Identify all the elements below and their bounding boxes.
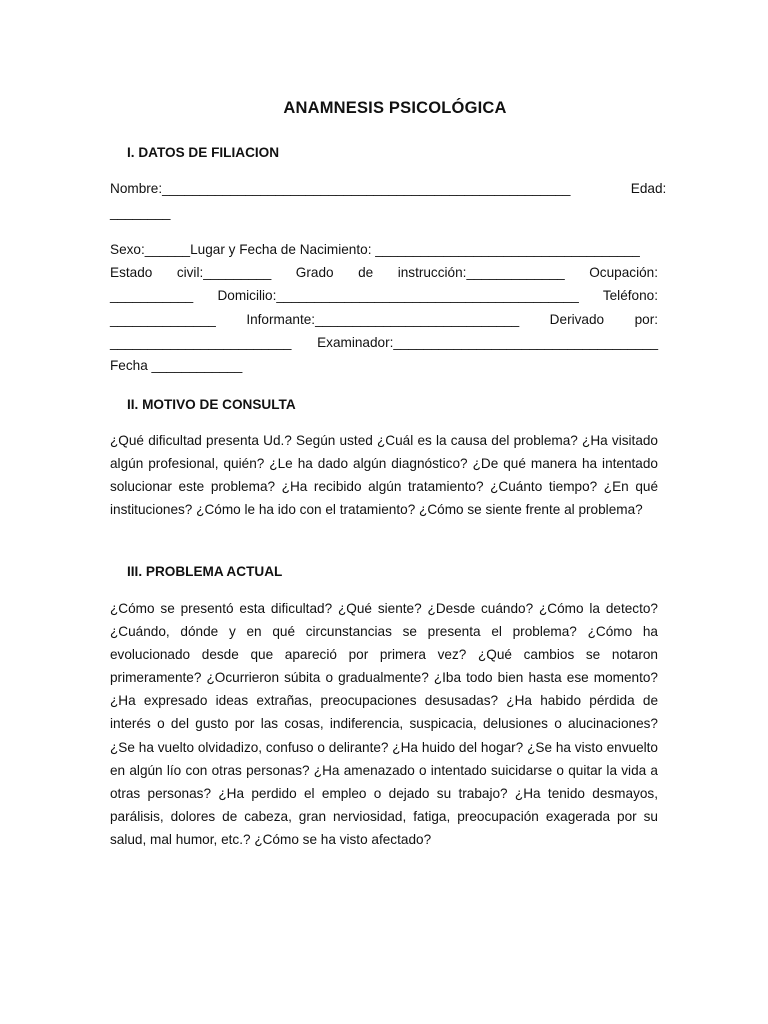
document-title: ANAMNESIS PSICOLÓGICA	[283, 99, 507, 117]
section-heading-motivo-de-consulta: II. MOTIVO DE CONSULTA	[127, 397, 296, 412]
paragraph-motivo-de-consulta: ¿Qué dificultad presenta Ud.? Según usted ¿Cuál es la causa del problema? ¿Ha visitado algún profesional, quién? ¿Le ha dado algún diagnóstico? ¿De qué manera ha intentado solucionar este problema? ¿Ha recibido algún tratamiento? ¿Cuánto tiempo? ¿En qué instituciones? ¿Cómo le ha ido con el tratamiento? ¿Cómo se siente frente al problema?	[110, 433, 658, 518]
form-line-informante: ______________ Informante:___________________________ Derivado por:	[110, 312, 658, 327]
form-line-estado-civil: Estado civil:_________ Grado de instrucción:_____________ Ocupación:	[110, 265, 658, 280]
form-line-domicilio: ___________ Domicilio:________________________________________ Teléfono:	[110, 288, 658, 303]
form-line-fecha: Fecha ____________	[110, 358, 243, 373]
form-line-nombre-edad: Nombre:______________________________________________________ Edad:	[110, 181, 667, 196]
form-line-edad-blank: ________	[110, 205, 171, 220]
section-heading-datos-de-filiacion: I. DATOS DE FILIACION	[127, 145, 280, 160]
form-line-examinador: ________________________ Examinador:___________________________________	[110, 335, 658, 350]
form-line-sexo-nacimiento: Sexo:______Lugar y Fecha de Nacimiento: ___________________________________	[110, 242, 640, 257]
section-heading-problema-actual: III. PROBLEMA ACTUAL	[127, 564, 283, 579]
paragraph-problema-actual: ¿Cómo se presentó esta dificultad? ¿Qué siente? ¿Desde cuándo? ¿Cómo la detecto? ¿Cuándo, dónde y en qué circunstancias se presenta el problema? ¿Cómo ha evolucionado desde que apareció por primera vez? ¿Qué cambios se notaron primeramente? ¿Ocurrieron súbita o gradualmente? ¿Iba todo bien hasta ese momento? ¿Ha expresado ideas extrañas, preocupaciones desusadas? ¿Ha habido pérdida de interés o del gusto por las cosas, indiferencia, suspicacia, delusiones o alucinaciones? ¿Se ha vuelto olvidadizo, confuso o delirante? ¿Ha huido del hogar? ¿Se ha visto envuelto en algún lío con otras personas? ¿Ha amenazado o intentado suicidarse o quitar la vida a otras personas? ¿Ha perdido el empleo o dejado su trabajo? ¿Ha tenido desmayos, parálisis, dolores de cabeza, gran nerviosidad, fatiga, preocupación exagerada por su salud, mal humor, etc.? ¿Cómo se ha visto afectado?	[110, 601, 658, 847]
